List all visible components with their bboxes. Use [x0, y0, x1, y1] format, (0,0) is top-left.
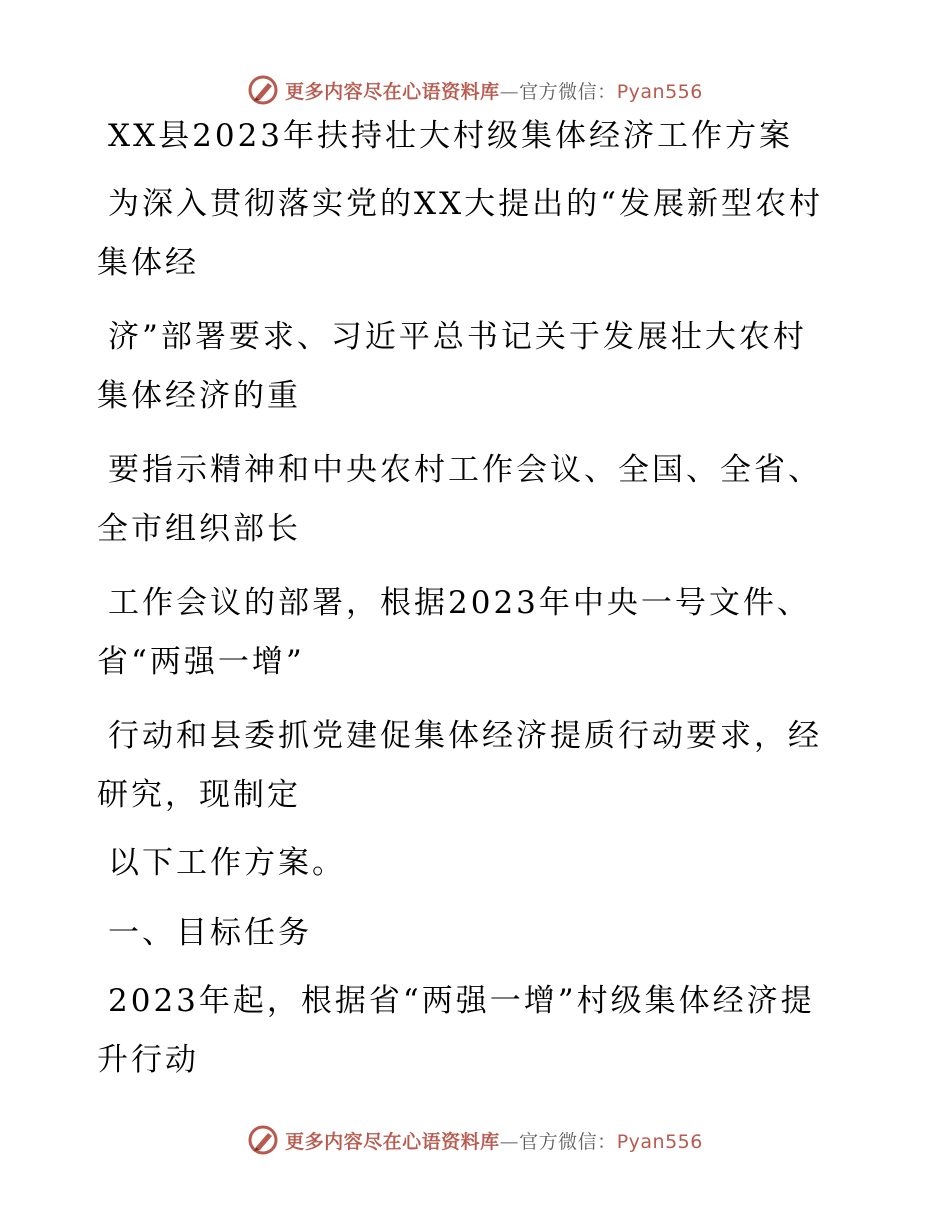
paragraph-4-line-2: 省“两强一增”	[97, 644, 305, 680]
paragraph-2-line-1: 济”部署要求、习近平总书记关于发展壮大农村	[108, 319, 807, 355]
watermark-separator: —	[499, 1130, 520, 1153]
paragraph-3-line-1: 要指示精神和中央农村工作会议、全国、全省、	[108, 452, 822, 488]
section-1-heading: 一、目标任务	[108, 915, 312, 951]
watermark-separator: —	[499, 80, 520, 103]
pen-logo-icon	[247, 74, 279, 106]
watermark-label: 官方微信：	[519, 1130, 617, 1153]
document-title: XX县2023年扶持壮大村级集体经济工作方案	[108, 118, 794, 154]
watermark-brand: 更多内容尽在心语资料库	[285, 1130, 500, 1153]
paragraph-5-line-1: 行动和县委抓党建促集体经济提质行动要求，经	[108, 718, 822, 754]
paragraph-7-line-2: 升行动	[97, 1042, 199, 1078]
watermark-brand: 更多内容尽在心语资料库	[285, 80, 500, 103]
footer-watermark	[0, 1120, 950, 1160]
paragraph-4-line-1: 工作会议的部署，根据2023年中央一号文件、	[108, 585, 811, 621]
watermark-text	[285, 1127, 703, 1154]
watermark-label: 官方微信：	[519, 80, 617, 103]
watermark-wechat-id: Pyan556	[616, 80, 703, 103]
watermark-text	[285, 77, 703, 104]
pen-logo-icon	[247, 1124, 279, 1156]
paragraph-7-line-1: 2023年起，根据省“两强一增”村级集体经济提	[108, 983, 815, 1019]
paragraph-3-line-2: 全市组织部长	[97, 511, 301, 547]
header-watermark	[0, 70, 950, 110]
paragraph-6-line-1: 以下工作方案。	[108, 845, 346, 881]
document-body	[97, 118, 857, 1079]
paragraph-1-line-1: 为深入贯彻落实党的XX大提出的“发展新型农村	[108, 186, 823, 222]
paragraph-5-line-2: 研究，现制定	[97, 777, 301, 813]
paragraph-2-line-2: 集体经济的重	[97, 378, 301, 414]
watermark-wechat-id: Pyan556	[616, 1130, 703, 1153]
paragraph-1-line-2: 集体经	[97, 245, 199, 281]
